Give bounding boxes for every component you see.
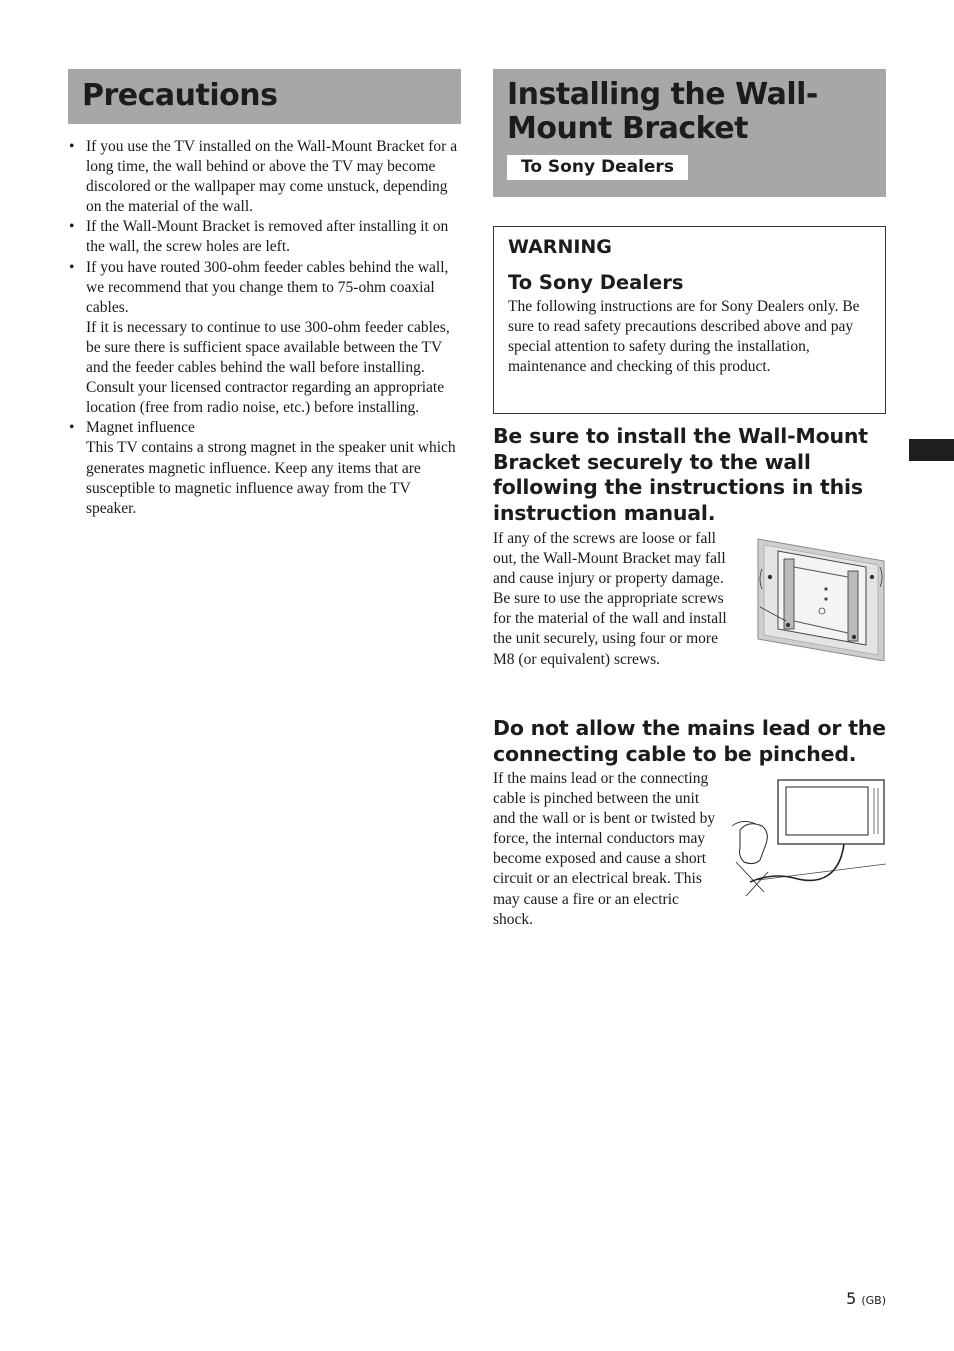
bullet-icon: • <box>69 258 75 276</box>
bullet-icon: • <box>69 218 75 236</box>
list-item <box>68 258 463 419</box>
bullet-paragraph: If you have routed 300-ohm feeder cables behind the wall, we recommend that you change them to 75-ohm coaxial cables. <box>86 258 449 316</box>
bullet-paragraph: Magnet influence <box>86 419 195 437</box>
installing-title-line2: Mount Bracket <box>507 111 748 146</box>
precautions-banner <box>68 69 461 124</box>
installing-banner <box>493 69 886 197</box>
bullet-icon: • <box>69 138 75 155</box>
installing-title <box>507 78 886 146</box>
bullet-paragraph: If you use the TV installed on the Wall-Mount Bracket for a long time, the wall behind or above the TV may become discolored or the wallpaper may come unstuck, depending on the material of the wall. <box>86 138 458 216</box>
precautions-list <box>68 137 463 519</box>
precautions-title: Precautions <box>82 78 278 113</box>
list-item <box>68 137 463 217</box>
warning-title: WARNING <box>508 236 612 258</box>
section-heading-install: Be sure to install the Wall-Mount Bracket securely to the wall following the instructions in this instruction manual. <box>493 424 868 526</box>
section-text-cable: If the mains lead or the connecting cable is pinched between the unit and the wall or is bent or twisted by force, the internal conductors may become exposed and cause a short circuit or an electrical break. This may cause a fire or an electric shock. <box>493 770 716 928</box>
wall-bracket-illustration <box>756 537 886 661</box>
warning-text: The following instructions are for Sony Dealers only. Be sure to read safety precautions described above and pay special attention to safety during the installation, maintenance and checking of this product. <box>508 298 860 376</box>
list-item <box>68 217 463 257</box>
bullet-paragraph: If it is necessary to continue to use 300-ohm feeder cables, be sure there is sufficient space available between the TV and the feeder cables behind the wall before installing. Consult your licensed contractor regarding an appropriate location (free from radio noise, etc.) before installing. <box>86 318 450 417</box>
section-heading-cable: Do not allow the mains lead or the connecting cable to be pinched. <box>493 716 886 766</box>
warning-box <box>493 226 886 414</box>
page-number-value: 5 <box>846 1289 857 1308</box>
pinched-cable-illustration <box>728 778 886 896</box>
page-number <box>846 1289 886 1308</box>
section-text-install: If any of the screws are loose or fall out, the Wall-Mount Bracket may fall and cause injury or property damage. Be sure to use the appropriate screws for the material of the wall and install the unit securely, using four or more M8 (or equivalent) screws. <box>493 530 727 668</box>
warning-subtitle: To Sony Dealers <box>508 271 684 294</box>
bullet-paragraph: If the Wall-Mount Bracket is removed after installing it on the wall, the screw holes are left. <box>86 218 449 256</box>
list-item <box>68 418 463 518</box>
installing-title-line1: Installing the Wall- <box>507 77 818 112</box>
bullet-paragraph: This TV contains a strong magnet in the speaker unit which generates magnetic influence. Keep any items that are susceptible to magnetic influence away from the TV speaker. <box>86 439 456 517</box>
to-sony-dealers-tab: To Sony Dealers <box>507 155 688 180</box>
bullet-icon: • <box>69 419 75 437</box>
page-number-suffix: (GB) <box>861 1294 886 1307</box>
section-marker-tab <box>909 439 954 461</box>
